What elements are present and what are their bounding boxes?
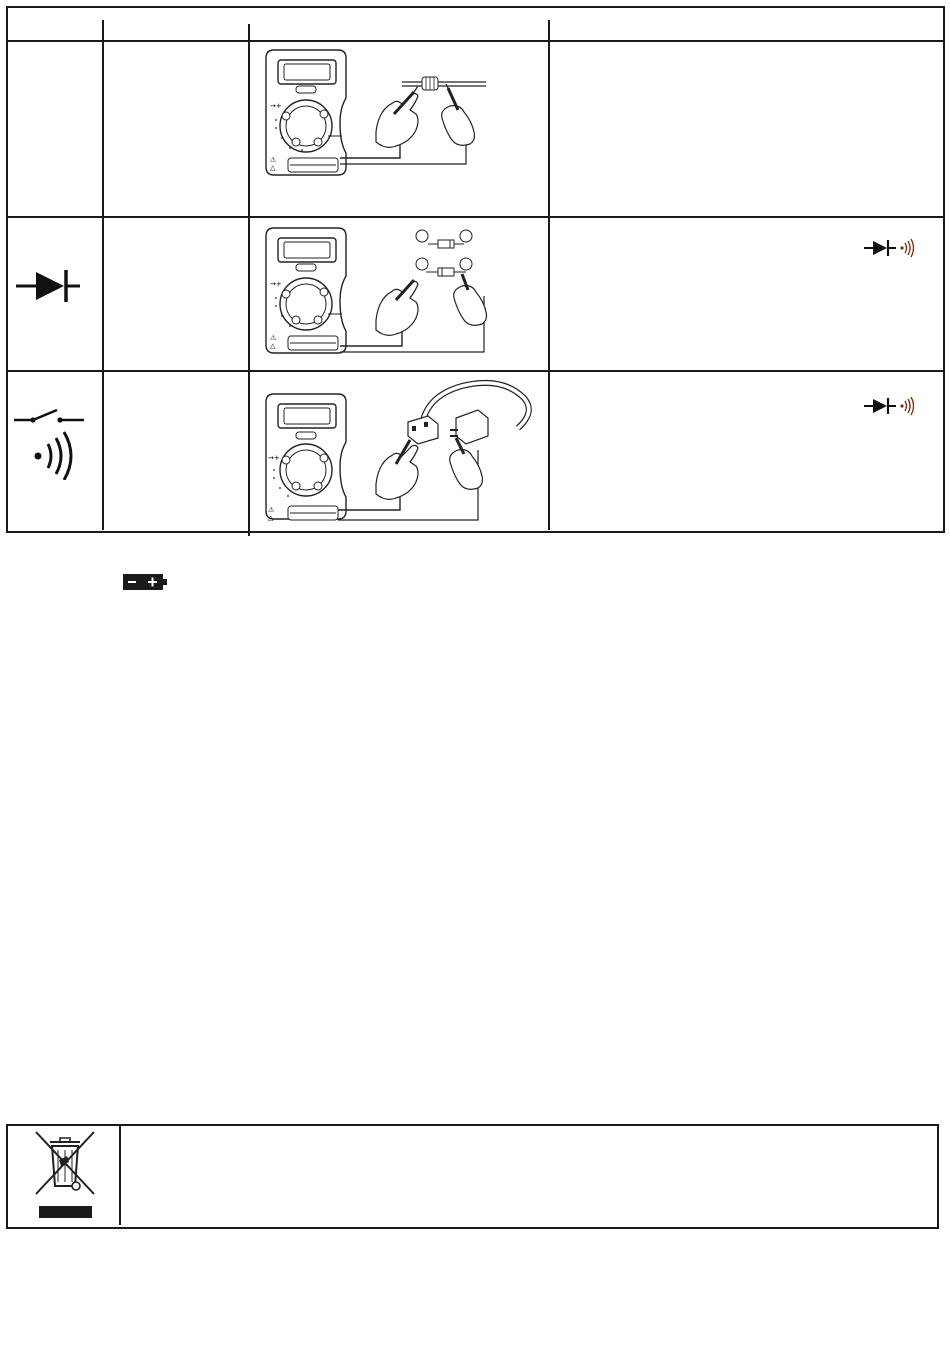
svg-text:⚠: ⚠ xyxy=(268,506,275,514)
diode-buzzer-icon xyxy=(862,238,918,258)
svg-text:⚠: ⚠ xyxy=(270,156,277,164)
svg-text:→+: →+ xyxy=(270,102,282,110)
svg-text:⚠: ⚠ xyxy=(270,334,277,342)
multimeter-continuity-test-illustration xyxy=(262,374,532,526)
multimeter-wire-test-illustration xyxy=(262,46,512,186)
switch-buzzer-icon xyxy=(12,404,88,480)
diode-buzzer-icon xyxy=(862,396,918,416)
svg-text:→+: →+ xyxy=(270,280,282,288)
svg-text:→+: →+ xyxy=(268,454,280,462)
svg-text:△: △ xyxy=(268,514,274,522)
diode-icon xyxy=(14,268,82,304)
svg-text:△: △ xyxy=(270,164,276,172)
multimeter-diode-test-illustration xyxy=(262,224,522,364)
crossed-bin-icon xyxy=(30,1128,100,1220)
weee-notice-box xyxy=(6,1124,939,1229)
svg-text:△: △ xyxy=(270,342,276,350)
battery-icon xyxy=(123,574,167,590)
